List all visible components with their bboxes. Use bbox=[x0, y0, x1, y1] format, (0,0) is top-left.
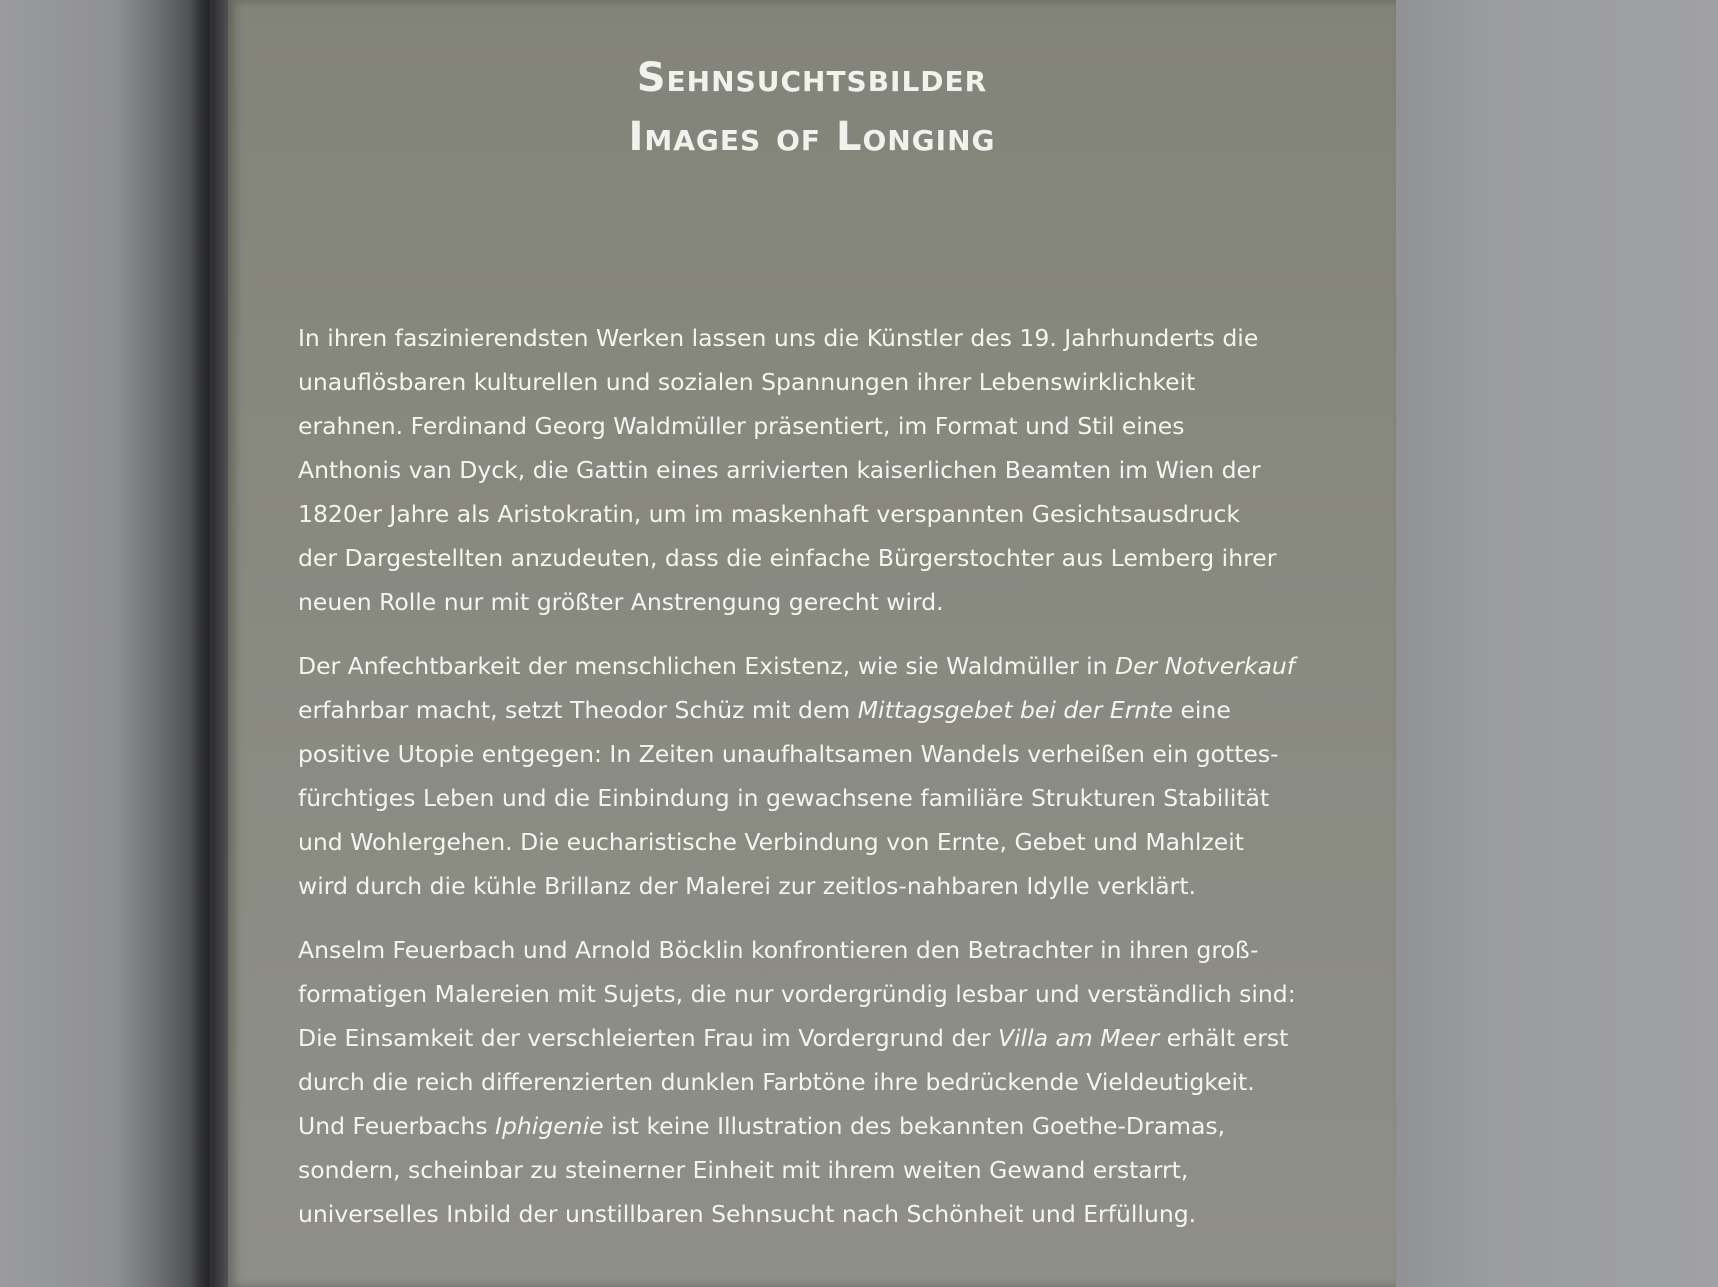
text-line: 1820er Jahre als Aristokratin, um im maskenhaft verspannten Gesichtsausdruck bbox=[298, 500, 1240, 528]
text-run: erfahrbar macht, setzt Theodor Schüz mit dem bbox=[298, 696, 858, 724]
text-line: Anselm Feuerbach und Arnold Böcklin konfrontieren den Betrachter in ihren groß- bbox=[298, 936, 1259, 964]
artwork-title: Mittagsgebet bei der Ernte bbox=[857, 696, 1173, 724]
text-line: sondern, scheinbar zu steinerner Einheit mit ihrem weiten Gewand erstarrt, bbox=[298, 1156, 1189, 1184]
text-line bbox=[298, 644, 1358, 688]
artwork-title: Der Notverkauf bbox=[1115, 652, 1296, 680]
artwork-title: Iphigenie bbox=[495, 1112, 604, 1140]
text-line: universelles Inbild der unstillbaren Sehnsucht nach Schönheit und Erfüllung. bbox=[298, 1200, 1197, 1228]
panel-titles bbox=[228, 50, 1396, 168]
wall-text-panel bbox=[228, 0, 1396, 1287]
text-line: unauflösbaren kulturellen und sozialen Spannungen ihrer Lebenswirklichkeit bbox=[298, 368, 1196, 396]
text-line: positive Utopie entgegen: In Zeiten unaufhaltsamen Wandels verheißen ein gottes- bbox=[298, 740, 1279, 768]
text-line: fürchtiges Leben und die Einbindung in gewachsene familiäre Strukturen Stabilität bbox=[298, 784, 1270, 812]
text-line: neuen Rolle nur mit größter Anstrengung gerecht wird. bbox=[298, 588, 944, 616]
title-english: Images of Longing bbox=[628, 114, 996, 160]
text-line: Anthonis van Dyck, die Gattin eines arrivierten kaiserlichen Beamten im Wien der bbox=[298, 456, 1261, 484]
panel-body bbox=[298, 316, 1358, 1256]
text-line: formatigen Malereien mit Sujets, die nur vordergründig lesbar und verständlich sind: bbox=[298, 980, 1296, 1008]
text-line: erahnen. Ferdinand Georg Waldmüller präsentiert, im Format und Stil eines bbox=[298, 412, 1185, 440]
text-line: durch die reich differenzierten dunklen Farbtöne ihre bedrückende Vieldeutigkeit. bbox=[298, 1068, 1255, 1096]
artwork-title: Villa am Meer bbox=[997, 1024, 1160, 1052]
text-line: In ihren faszinierendsten Werken lassen uns die Künstler des 19. Jahrhunderts die bbox=[298, 324, 1259, 352]
text-line bbox=[298, 1104, 1358, 1148]
title-german: Sehnsuchtsbilder bbox=[636, 55, 988, 101]
text-line: der Dargestellten anzudeuten, dass die einfache Bürgerstochter aus Lemberg ihrer bbox=[298, 544, 1277, 572]
text-run: Und Feuerbachs bbox=[298, 1112, 496, 1140]
text-line: wird durch die kühle Brillanz der Malerei zur zeitlos-nahbaren Idylle verklärt. bbox=[298, 872, 1197, 900]
text-line bbox=[298, 688, 1358, 732]
text-line: und Wohlergehen. Die eucharistische Verbindung von Ernte, Gebet und Mahlzeit bbox=[298, 828, 1244, 856]
text-run: erhält erst bbox=[1159, 1024, 1289, 1052]
text-run: ist keine Illustration des bekannten Goethe-Dramas, bbox=[603, 1112, 1226, 1140]
text-run: Die Einsamkeit der verschleierten Frau im Vordergrund der bbox=[298, 1024, 998, 1052]
paragraph-2 bbox=[298, 644, 1358, 908]
text-line bbox=[298, 1016, 1358, 1060]
paragraph-1 bbox=[298, 316, 1358, 624]
text-run: eine bbox=[1172, 696, 1231, 724]
wall-right bbox=[1390, 0, 1718, 1287]
wall-left bbox=[0, 0, 210, 1287]
paragraph-3 bbox=[298, 928, 1358, 1236]
text-run: Der Anfechtbarkeit der menschlichen Existenz, wie sie Waldmüller in bbox=[298, 652, 1115, 680]
